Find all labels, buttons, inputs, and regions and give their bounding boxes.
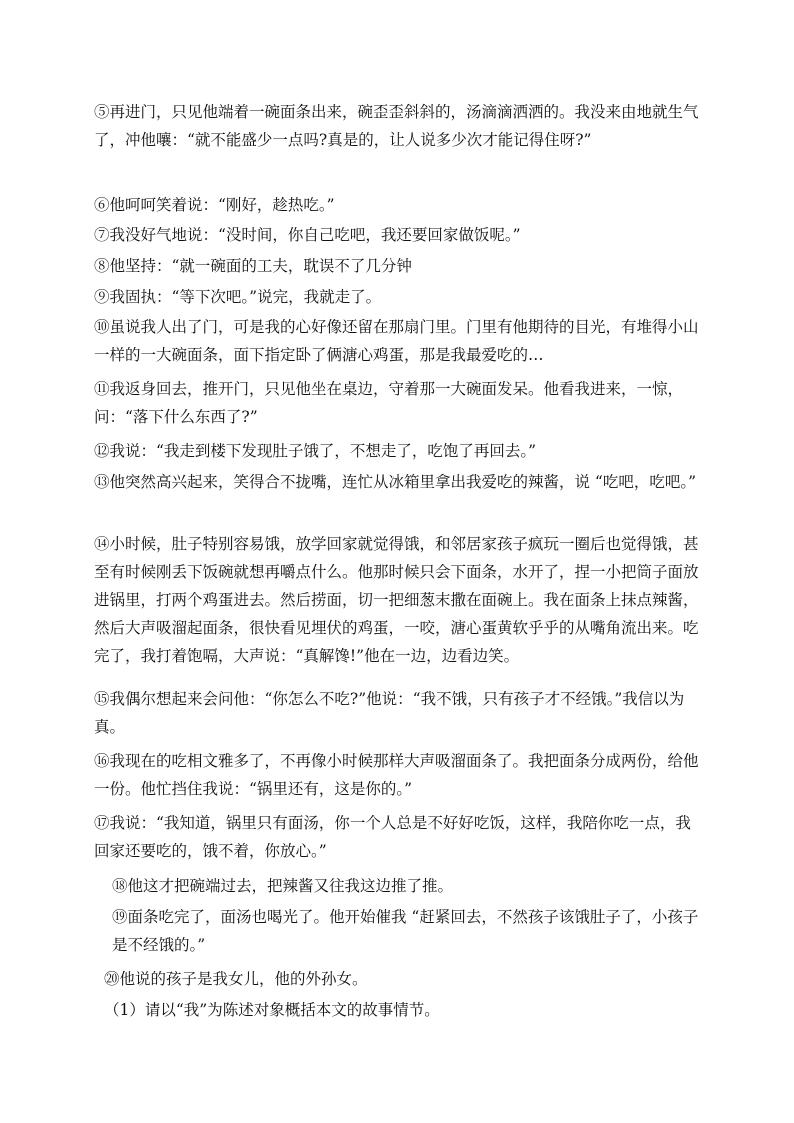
paragraph-19: ⑲面条吃完了，面汤也喝光了。他开始催我 “赶紧回去，不然孩子该饿肚子了，小孩子是不经饿的。”: [112, 908, 699, 954]
paragraph-13: ⑬他突然高兴起来，笑得合不拢嘴，连忙从冰箱里拿出我爱吃的辣酱，说 “吃吧，吃吧。”: [94, 473, 697, 491]
paragraph-11: ⑪我返身回去，推开门，只见他坐在桌边，守着那一大碗面发呆。他看我进来，一惊，问：“落下什么东西了?”: [94, 380, 684, 426]
paragraph-15: ⑮我偶尔想起来会问他：“你怎么不吃?”他说：“我不饿，只有孩子才不经饿。”我信以为真。: [94, 690, 685, 736]
paragraph-9: ⑨我固执：“等下次吧。”说完，我就走了。: [94, 288, 382, 306]
paragraph-12: ⑫我说：“我走到楼下发现肚子饿了，不想走了，吃饱了再回去。”: [94, 442, 537, 460]
paragraph-20: ⑳他说的孩子是我女儿，他的外孙女。: [104, 970, 368, 988]
paragraph-5: ⑤再进门，只见他端着一碗面条出来，碗歪歪斜斜的，汤滴滴洒洒的。我没来由地就生气了，冲他嚷：“就不能盛少一点吗?真是的，让人说多少次才能记得住呀?”: [94, 103, 699, 149]
paragraph-17: ⑰我说：“我知道，锅里只有面汤，你一个人总是不好好吃饭，这样，我陪你吃一点，我回家还要吃的，饿不着，你放心。”: [94, 814, 691, 860]
paragraph-10: ⑩虽说我人出了门，可是我的心好像还留在那扇门里。门里有他期待的目光，有堆得小山一样的一大碗面条，面下指定卧了俩溏心鸡蛋，那是我最爱吃的…: [94, 318, 699, 364]
paragraph-18: ⑱他这才把碗端过去，把辣酱又往我这边推了推。: [112, 877, 454, 895]
question-1: （1）请以“我”为陈述对象概括本文的故事情节。: [104, 1001, 440, 1019]
paragraph-6: ⑥他呵呵笑着说：“刚好，趁热吃。”: [94, 196, 335, 214]
paragraph-8: ⑧他坚持：“就一碗面的工夫，耽误不了几分钟: [94, 257, 412, 275]
paragraph-7: ⑦我没好气地说：“没时间，你自己吃吧，我还要回家做饭呢。”: [94, 226, 521, 244]
paragraph-16: ⑯我现在的吃相文雅多了，不再像小时候那样大声吸溜面条了。我把面条分成两份，给他一份。他忙挡住我说：“锅里还有，这是你的。”: [94, 752, 699, 798]
paragraph-14: ⑭小时候，肚子特别容易饿，放学回家就觉得饿，和邻居家孩子疯玩一圈后也觉得饿，甚至有时候刚丢下饭碗就想再嚼点什么。他那时候只会下面条，水开了，捏一小把筒子面放进锅里，打两个鸡蛋进去。然后捞面，切一把细葱末撒在面碗上。我在面条上抹点辣酱，然后大声吸溜起面条，很快看见埋伏的鸡蛋，一咬，溏心蛋黄软乎乎的从嘴角流出来。吃完了，我打着饱嗝，大声说：“真解馋!”他在一边，边看边笑。: [94, 535, 699, 665]
